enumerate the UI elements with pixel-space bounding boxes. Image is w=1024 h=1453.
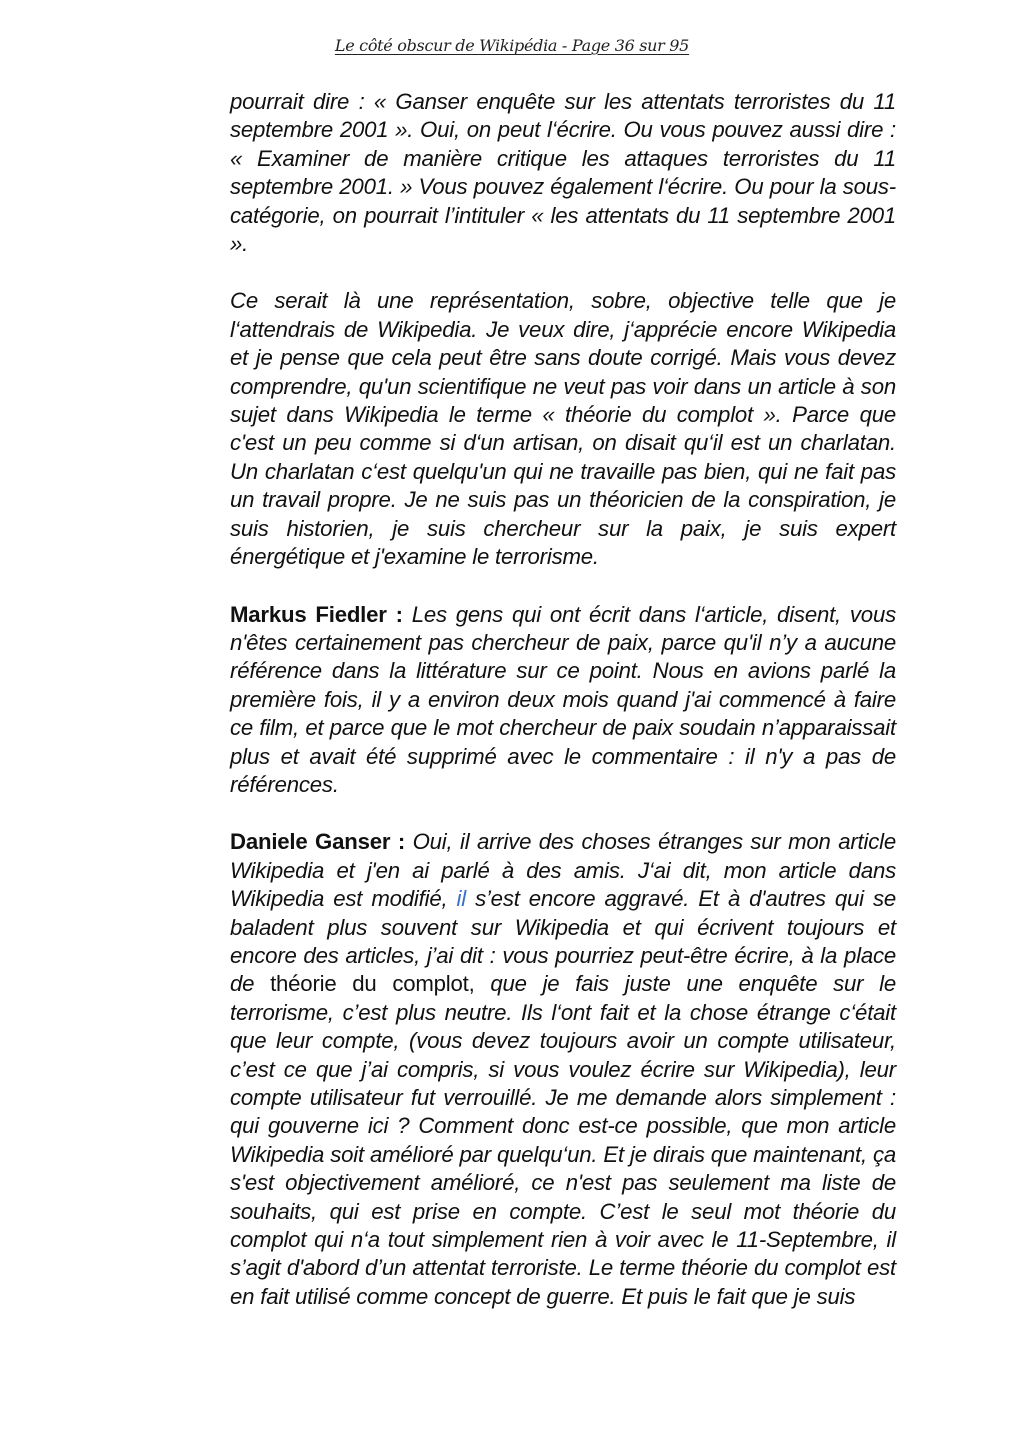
paragraph-text: Oui, il arrive des choses étranges sur mon article Wikipedia et j'en ai parlé à des amis. J‘ai dit, mon article dans Wikipedia est modifié, — [230, 829, 896, 912]
paragraph-text: Ce serait là une représentation, sobre, objective telle que je l‘attendrais de Wikipedia. Je veux dire, j‘apprécie encore Wikipedia et je pense que cela peut être sans doute corrigé. Mais vous devez comprendre, qu'un scientifique ne veut pas voir dans un article à son sujet dans Wikipedia le terme « théorie du complot ». Parce que c'est un peu comme si d‘un artisan, on disait qu‘il est un charlatan. Un charlatan c‘est quelqu'un qui ne travaille pas bien, qui ne fait pas un travail propre. Je ne suis pas un théoricien de la conspiration, je suis historien, je suis chercheur sur la paix, je suis expert énergétique et j'examine le terrorisme. — [230, 288, 896, 570]
paragraph-text: Les gens qui ont écrit dans l‘article, disent, vous n'êtes certainement pas chercheur de paix, parce qu'il n’y a aucune référence dans la littérature sur ce point. Nous en avions parlé la première fois, il y a environ deux mois quand j'ai commencé à faire ce film, et parce que le mot chercheur de paix soudain n’apparaissait plus et avait été supprimé avec le commentaire : il n'y a pas de références. — [230, 601, 896, 797]
paragraph-markus-fiedler — [230, 601, 896, 800]
paragraph-text: pourrait dire : « Ganser enquête sur les attentats terroristes du 11 septembre 2001 ». Oui, on peut l‘écrire. Ou vous pouvez aussi dire : « Examiner de manière critique les attaques terroristes du 11 septembre 2001. » Vous pouvez également l‘écrire. Ou pour la sous-catégorie, on pourrait l’intituler « les attentats du 11 septembre 2001 ». — [230, 89, 896, 257]
page-header — [0, 36, 1024, 55]
page-header-title: Le côté obscur de Wikipédia - Page 36 sur 95 — [334, 36, 690, 55]
paragraph-daniele-ganser — [230, 828, 896, 1311]
upright-phrase: théorie du complot, — [270, 971, 475, 997]
paragraph-2 — [230, 287, 896, 571]
speaker-name: Markus Fiedler : — [230, 601, 403, 627]
paragraph-text: s’est encore aggravé. Et à d'autres qui se baladent plus souvent sur Wikipedia et qui écrivent toujours et encore des articles, j’ai dit : vous pourriez peut-être écrire, à la place de — [230, 886, 896, 997]
paragraph-1 — [230, 88, 896, 258]
speaker-name: Daniele Ganser : — [230, 829, 406, 855]
document-body — [230, 88, 896, 1340]
paragraph-text: que je fais juste une enquête sur le terrorisme, c’est plus neutre. Ils l‘ont fait et la chose étrange c‘était que leur compte, (vous devez toujours avoir un compte utilisateur, c’est ce que j’ai compris, si vous voulez écrire sur Wikipedia), leur compte utilisateur fut verrouillé. Je me demande alors simplement : qui gouverne ici ? Comment donc est-ce possible, que mon article Wikipedia soit amélioré par quelqu‘un. Et je dirais que maintenant, ça s'est objectivement amélioré, ce n'est pas seulement ma liste de souhaits, qui est prise en compte. C’est le seul mot théorie du complot qui n‘a tout simplement rien à voir avec le 11-Septembre, il s’agit d'abord d’un attentat terroriste. Le terme théorie du complot est en fait utilisé comme concept de guerre. Et puis le fait que je suis — [230, 971, 896, 1309]
highlighted-word: il — [456, 886, 466, 912]
